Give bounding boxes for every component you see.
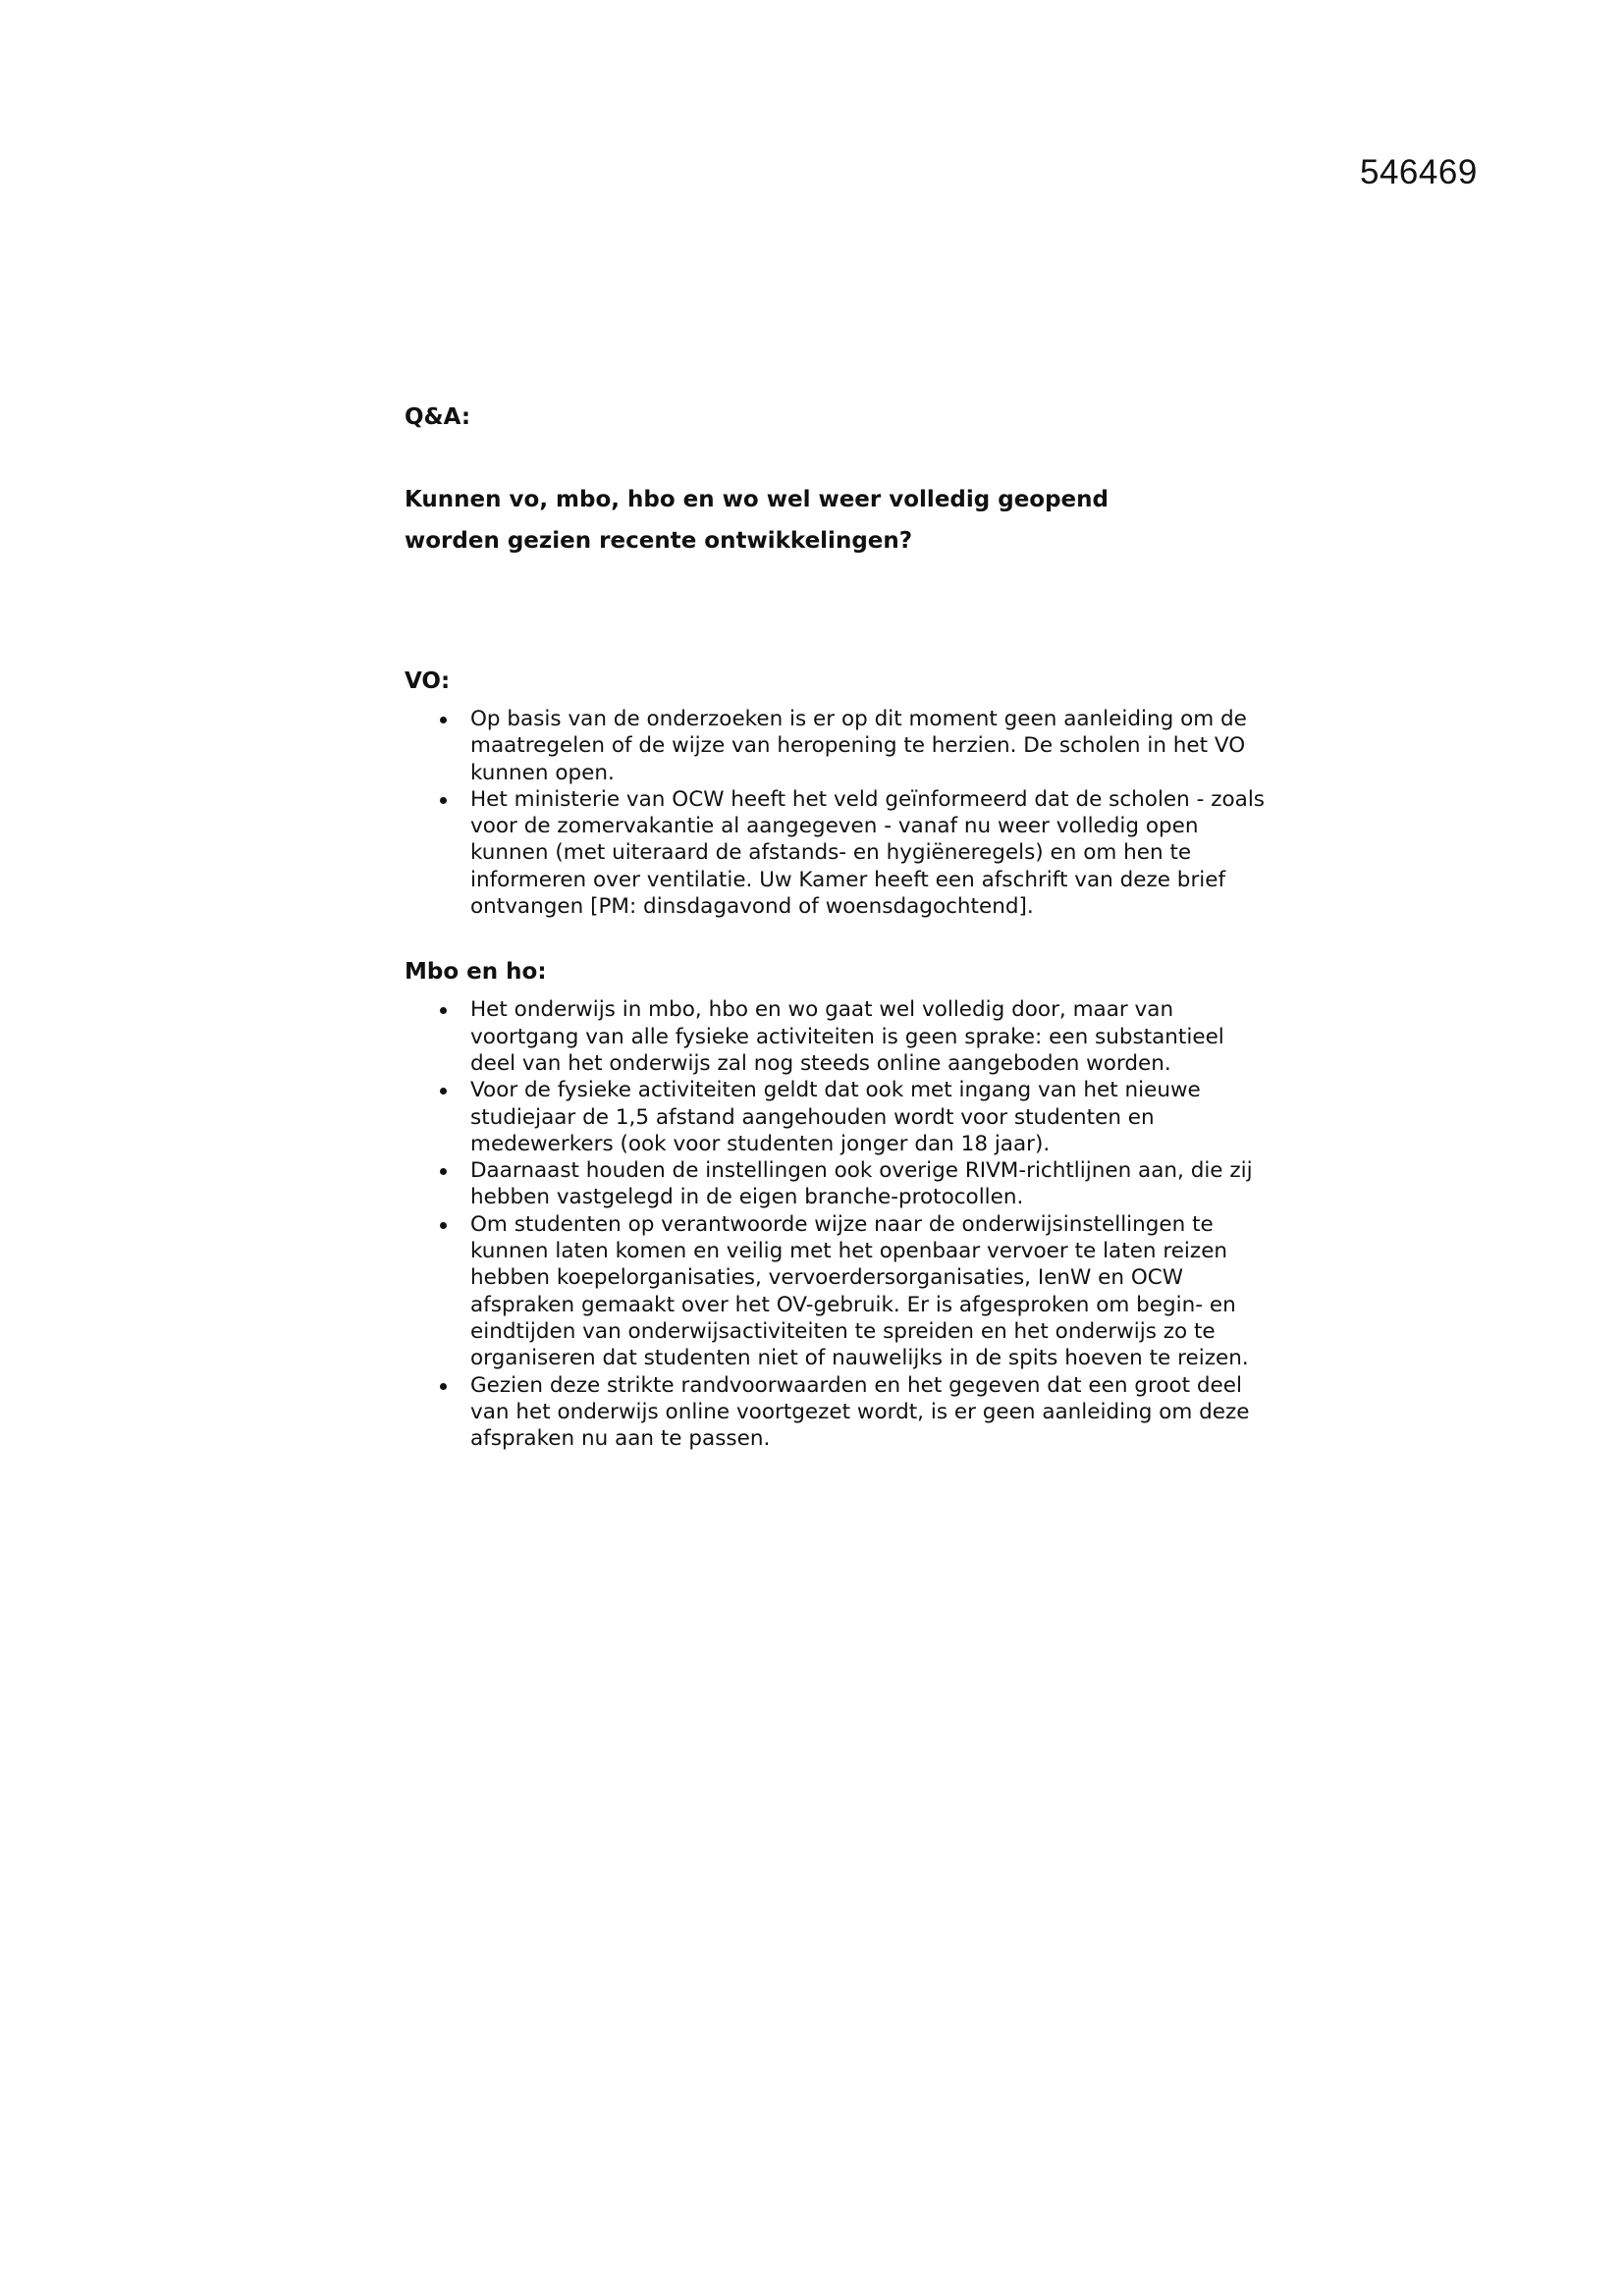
list-item: [405, 1211, 1269, 1372]
document-number: 546469: [1360, 153, 1478, 191]
bullet-icon: [440, 1007, 447, 1014]
list-item: [405, 1157, 1269, 1211]
list-item-text: Daarnaast houden de instellingen ook overige RIVM-richtlijnen aan, die zij hebben vastgelegd in de eigen branche-protocollen.: [470, 1158, 1253, 1210]
bullet-icon: [440, 717, 447, 723]
list-item-text: Op basis van de onderzoeken is er op dit moment geen aanleiding om de maatregelen of de wijze van heropening te herzien. De scholen in het VO kunnen open.: [470, 707, 1247, 785]
list-item-text: Het onderwijs in mbo, hbo en wo gaat wel volledig door, maar van voortgang van alle fysieke activiteiten is geen sprake: een substantieel deel van het onderwijs zal nog steeds online aangeboden worden.: [470, 997, 1224, 1076]
bullet-icon: [440, 1383, 447, 1390]
list-item-text: Het ministerie van OCW heeft het veld geïnformeerd dat de scholen - zoals voor de zomervakantie al aangegeven - vanaf nu weer volledig open kunnen (met uiteraard de afstands- en hygiëneregels) en om hen te informeren over ventilatie. Uw Kamer heeft een afschrift van deze brief ontvangen [PM: dinsdagavond of woensdagochtend].: [470, 786, 1266, 920]
list-item-text: Gezien deze strikte randvoorwaarden en het gegeven dat een groot deel van het onderwijs online voortgezet wordt, is er geen aanleiding om deze afspraken nu aan te passen.: [470, 1372, 1250, 1452]
bullet-icon: [440, 1222, 447, 1229]
list-item: [405, 1077, 1269, 1157]
section-heading-mbo-ho: Mbo en ho:: [405, 959, 547, 986]
list-item: [405, 996, 1269, 1077]
list-item: [405, 1372, 1269, 1453]
document-body: [405, 398, 1269, 1452]
list-item: [405, 786, 1269, 920]
bullet-list-mbo-ho: [405, 996, 1269, 1452]
list-item: [405, 706, 1269, 786]
qa-label: Q&A:: [405, 404, 471, 430]
bullet-icon: [440, 1088, 447, 1095]
list-item-text: Om studenten op verantwoorde wijze naar de onderwijsinstellingen te kunnen laten komen en veilig met het openbaar vervoer te laten reizen hebben koepelorganisaties, vervoerdersorganisaties, IenW en OCW afspraken gemaakt over het OV-gebruik. Er is afgesproken om begin- en eindtijden van onderwijsactiviteiten te spreiden en het onderwijs zo te organiseren dat studenten niet of nauwelijks in de spits hoeven te reizen.: [470, 1211, 1249, 1371]
list-item-text: Voor de fysieke activiteiten geldt dat ook met ingang van het nieuwe studiejaar de 1,5 afstand aangehouden wordt voor studenten en medewerkers (ook voor studenten jonger dan 18 jaar).: [470, 1078, 1201, 1156]
bullet-list-vo: [405, 706, 1269, 920]
question-heading: Kunnen vo, mbo, hbo en wo wel weer volledig geopend worden gezien recente ontwikkelingen?: [405, 487, 1109, 554]
section-heading-vo: VO:: [405, 668, 451, 694]
bullet-icon: [440, 797, 447, 804]
bullet-icon: [440, 1168, 447, 1175]
